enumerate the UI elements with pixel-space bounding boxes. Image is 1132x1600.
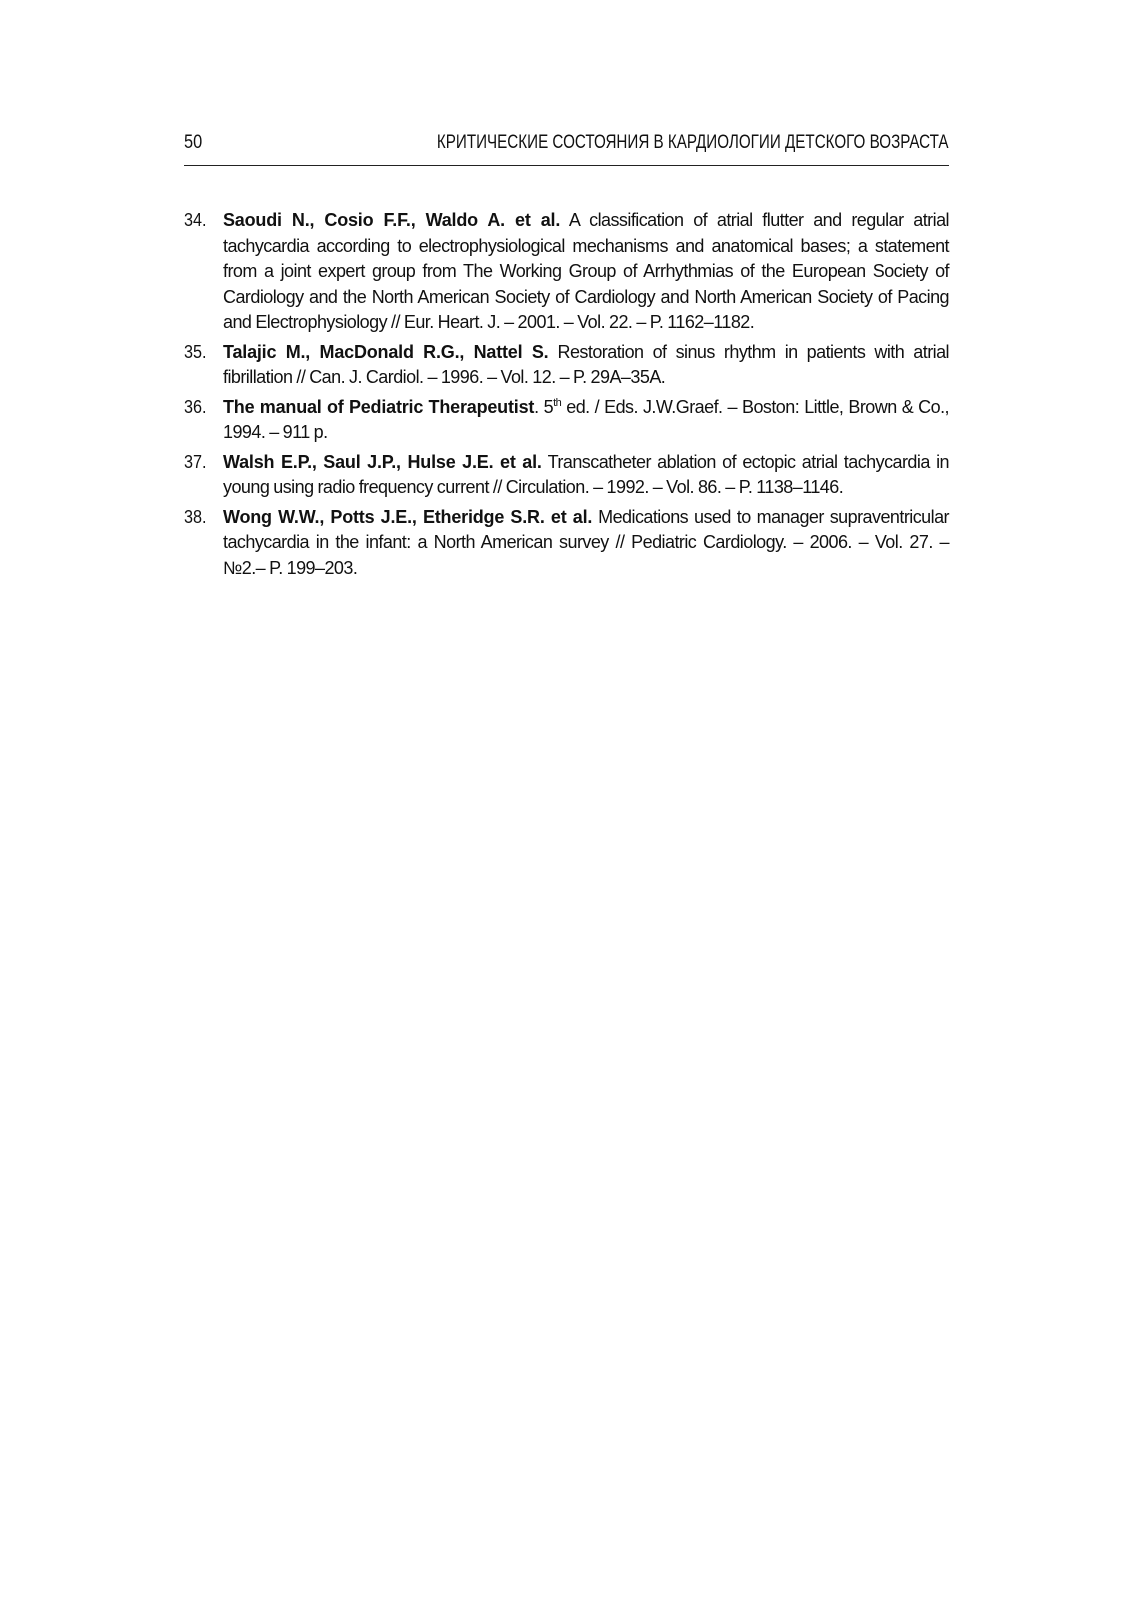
- reference-text: [223, 208, 949, 336]
- reference-text: [223, 450, 949, 501]
- reference-authors: The manual of Pediatric Therapeutist: [223, 396, 535, 417]
- reference-body: Medications used to manager supraventricular tachycardia in the infant: a North American survey // Pediatric Cardiology. – 2006. – Vol. 27. – №2.– P. 199–203.: [223, 506, 949, 578]
- reference-text: [223, 505, 949, 582]
- page-header: [184, 131, 949, 166]
- reference-38: [184, 505, 949, 582]
- reference-body: Transcatheter ablation of ectopic atrial tachycardia in young using radio frequency current // Circulation. – 1992. – Vol. 86. – P. 1138–1146.: [223, 451, 949, 497]
- reference-body: A classification of atrial flutter and regular atrial tachycardia according to electrophysiological mechanisms and anatomical bases; a statement from a joint expert group from The Working Group of Arrhythmias of the European Society of Cardiology and the North American Society of Cardiology and North American Society of Pacing and Electrophysiology // Eur. Heart. J. – 2001. – Vol. 22. – P. 1162–1182.: [223, 210, 949, 332]
- reference-35: [184, 340, 949, 391]
- reference-number: 37.: [184, 451, 207, 472]
- reference-number: 34.: [184, 210, 207, 230]
- reference-list: [184, 208, 949, 585]
- reference-authors: Walsh E.P., Saul J.P., Hulse J.E. et al.: [223, 451, 542, 472]
- reference-superscript: th: [553, 396, 562, 409]
- reference-text: [223, 395, 949, 446]
- reference-number: 36.: [184, 396, 207, 417]
- running-title: КРИТИЧЕСКИЕ СОСТОЯНИЯ В КАРДИОЛОГИИ ДЕТСКОГО ВОЗРАСТА: [437, 132, 949, 153]
- page-number: 50: [184, 132, 203, 153]
- reference-34: [184, 208, 949, 336]
- reference-authors: Wong W.W., Potts J.E., Etheridge S.R. et al.: [223, 506, 593, 527]
- reference-36: [184, 395, 949, 446]
- reference-edition: . 5: [534, 396, 554, 417]
- reference-number: 35.: [184, 341, 207, 362]
- reference-37: [184, 450, 949, 501]
- reference-body: Restoration of sinus rhythm in patients with atrial fibrillation // Can. J. Cardiol. – 1996. – Vol. 12. – P. 29A–35A.: [223, 341, 949, 387]
- reference-body: ed. / Eds. J.W.Graef. – Boston: Little, Brown & Co., 1994. – 911 p.: [223, 396, 949, 442]
- reference-authors: Saoudi N., Cosio F.F., Waldo A. et al.: [223, 210, 561, 230]
- reference-number: 38.: [184, 506, 207, 527]
- reference-authors: Talajic M., MacDonald R.G., Nattel S.: [223, 341, 549, 362]
- reference-text: [223, 340, 949, 391]
